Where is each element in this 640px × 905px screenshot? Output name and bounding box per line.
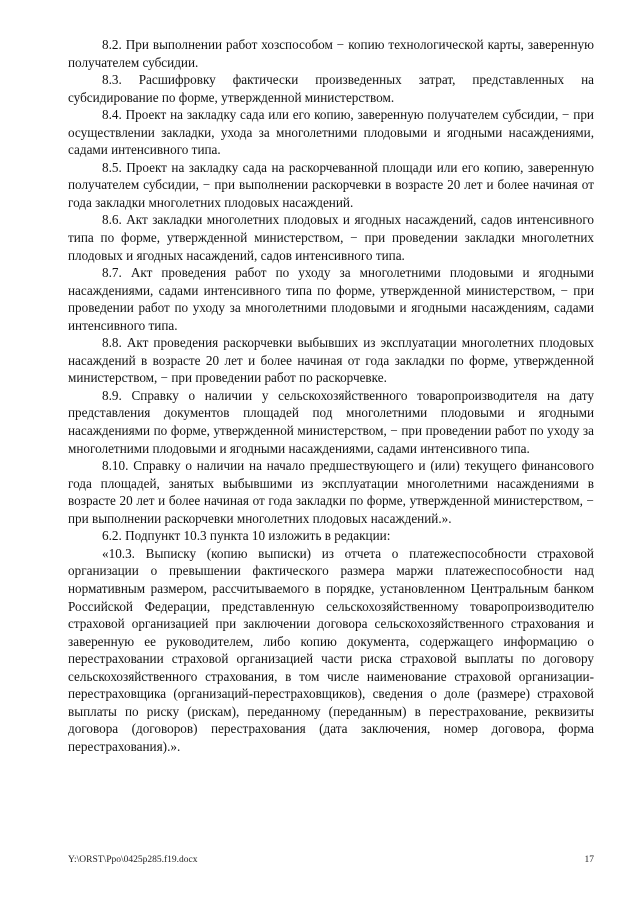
footer-file-path: Y:\ORST\Ppo\0425p285.f19.docx: [68, 855, 198, 865]
paragraph-8-3: 8.3. Расшифровку фактически произведенных затрат, представленных на субсидирование по форме, утвержденной министерством.: [68, 72, 594, 105]
paragraph-8-5: 8.5. Проект на закладку сада на раскорчеванной площади или его копию, заверенную получателем субсидии, − при выполнении раскорчевки в возрасте 20 лет и более начиная от года закладки многолетних плодовых насаждений.: [68, 159, 594, 210]
paragraph-8-9: 8.9. Справку о наличии у сельскохозяйственного товаропроизводителя на дату представления документов площадей под многолетними плодовыми и ягодными насаждениями по форме, утвержденной министерством, − при проведении работ по уходу за многолетними плодовыми и ягодными насаждениями, садами интенсивного типа.: [68, 387, 594, 456]
paragraph-8-10: 8.10. Справку о наличии на начало предшествующего и (или) текущего финансового года площадей, занятых выбывшими из эксплуатации многолетними насаждениями в возрасте 20 лет и более начиная от года закладки по форме, утвержденной министерством, − при выполнении раскорчевки многолетних плодовых насаждений.».: [68, 458, 594, 526]
paragraph-8-6: 8.6. Акт закладки многолетних плодовых и ягодных насаждений, садов интенсивного типа по форме, утвержденной министерством, − при проведении закладки многолетних плодовых и ягодных насаждений, садов интенсивного типа.: [68, 212, 594, 263]
paragraph-8-7: 8.7. Акт проведения работ по уходу за многолетними плодовыми и ягодными насаждениями, садами интенсивного типа по форме, утвержденной министерством, − при проведении работ по уходу за многолетними плодовыми и ягодными насаждениям, садами интенсивного типа.: [68, 265, 594, 333]
page-number: 17: [584, 855, 594, 865]
document-body: [68, 36, 594, 755]
paragraph-8-4: 8.4. Проект на закладку сада или его копию, заверенную получателем субсидии, − при осуществлении закладки, ухода за многолетними плодовыми и ягодными насаждениями, садами интенсивного типа.: [68, 107, 594, 158]
paragraph-8-2: 8.2. При выполнении работ хозспособом − копию технологической карты, заверенную получателем субсидии.: [68, 37, 594, 70]
paragraph-8-8: 8.8. Акт проведения раскорчевки выбывших из эксплуатации многолетних плодовых насаждений в возрасте 20 лет и более начиная от года закладки по форме, утвержденной министерством, − при проведении работ по раскорчевке.: [68, 335, 594, 386]
paragraph-6-2: 6.2. Подпункт 10.3 пункта 10 изложить в редакции:: [102, 528, 391, 544]
paragraph-10-3: «10.3. Выписку (копию выписки) из отчета о платежеспособности страховой организации о превышении фактического размера маржи платежеспособности над нормативным размером, рассчитываемого в порядке, установленном Центральным банком Российской Федерации, представленную сельскохозяйственному товаропроизводителю страховой организацией при заключении договора сельскохозяйственного страхования и заверенную ее руководителем, либо копию документа, содержащего информацию о перестраховании страховой организацией части риска страховой выплаты по договору сельскохозяйственного страхования, в том числе наименование страховой организации-перестраховщика (организаций-перестраховщиков), сведения о доле (размере) страховой выплаты по риску (рискам), переданному (переданным) в перестрахование, реквизиты договора (договоров) перестрахования (дата заключения, номер договора, форма перестрахования).».: [68, 545, 594, 754]
